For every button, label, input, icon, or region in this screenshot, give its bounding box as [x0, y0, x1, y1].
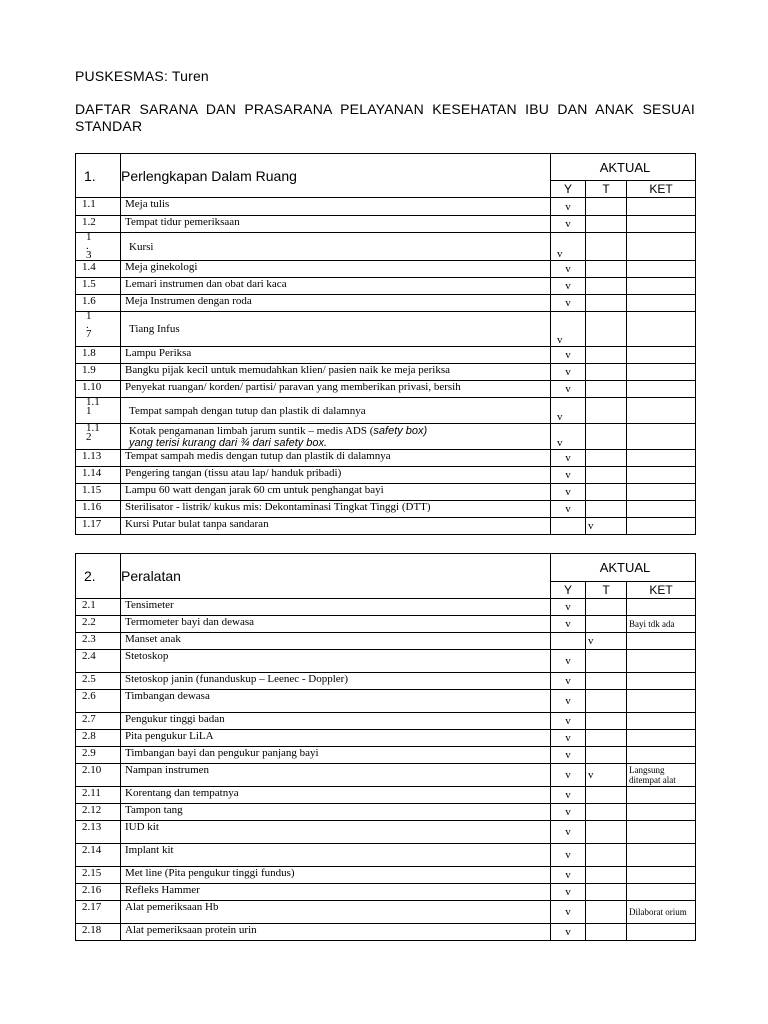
item-number: 1.10	[76, 381, 121, 398]
table-row	[76, 633, 696, 650]
item-name-line2: yang terisi kurang dari ¾ dari safety box.	[129, 436, 328, 449]
item-name: Tempat tidur pemeriksaan	[121, 216, 551, 233]
item-number: 2.12	[76, 804, 121, 821]
keterangan	[627, 278, 696, 295]
item-name-text: Kotak pengamanan limbah jarum suntik – medis ADS (	[129, 424, 374, 437]
check-y: v	[551, 347, 586, 364]
check-y: v	[551, 450, 586, 467]
check-y: v	[551, 381, 586, 398]
check-t	[586, 450, 627, 467]
table-row	[76, 381, 696, 398]
check-t	[586, 690, 627, 713]
section-header-row	[76, 154, 696, 181]
column-header-ket: KET	[627, 582, 696, 599]
item-number: 1.5	[76, 278, 121, 295]
keterangan	[627, 398, 696, 424]
check-y	[551, 633, 586, 650]
check-t	[586, 821, 627, 844]
table-row	[76, 261, 696, 278]
column-header-t: T	[586, 582, 627, 599]
keterangan	[627, 747, 696, 764]
column-header-y: Y	[551, 582, 586, 599]
check-t	[586, 713, 627, 730]
check-t	[586, 844, 627, 867]
item-name: Meja tulis	[121, 198, 551, 216]
item-number: 2.14	[76, 844, 121, 867]
check-y: v	[551, 216, 586, 233]
keterangan	[627, 295, 696, 312]
table-row	[76, 616, 696, 633]
item-name: Kursi	[121, 233, 551, 261]
column-header-y: Y	[551, 181, 586, 198]
check-y: v	[551, 764, 586, 787]
check-t	[586, 747, 627, 764]
check-t	[586, 467, 627, 484]
item-number: 2.10	[76, 764, 121, 787]
table-row	[76, 673, 696, 690]
table-row	[76, 650, 696, 673]
item-name: Manset anak	[121, 633, 551, 650]
item-name: Timbangan dewasa	[121, 690, 551, 713]
check-y: v	[551, 599, 586, 616]
item-number: 2.5	[76, 673, 121, 690]
document-title: DAFTAR SARANA DAN PRASARANA PELAYANAN KESEHATAN IBU DAN ANAK SESUAI STANDAR	[75, 101, 695, 134]
item-number: 2.16	[76, 884, 121, 901]
item-number: 2.8	[76, 730, 121, 747]
table-row	[76, 844, 696, 867]
item-name: Tampon tang	[121, 804, 551, 821]
check-y: v	[551, 713, 586, 730]
item-name: Alat pemeriksaan Hb	[121, 901, 551, 924]
check-t	[586, 884, 627, 901]
check-t	[586, 278, 627, 295]
table-row	[76, 599, 696, 616]
check-y: v	[551, 398, 586, 424]
keterangan	[627, 518, 696, 535]
check-t	[586, 424, 627, 450]
table-row	[76, 216, 696, 233]
keterangan	[627, 364, 696, 381]
item-number: 1.16	[76, 501, 121, 518]
item-number: 1.4	[76, 261, 121, 278]
table-row	[76, 747, 696, 764]
item-number: 1.1	[76, 198, 121, 216]
item-name: Bangku pijak kecil untuk memudahkan klien/ pasien naik ke meja periksa	[121, 364, 551, 381]
keterangan	[627, 501, 696, 518]
check-y: v	[551, 787, 586, 804]
keterangan: Bayi tdk ada	[627, 616, 696, 633]
check-t	[586, 216, 627, 233]
item-number: 1.13	[76, 450, 121, 467]
check-y: v	[551, 924, 586, 941]
item-name: Stetoskop janin (funanduskup – Leenec - Doppler)	[121, 673, 551, 690]
check-y: v	[551, 364, 586, 381]
column-header-ket: KET	[627, 181, 696, 198]
table-row	[76, 278, 696, 295]
check-t	[586, 730, 627, 747]
table-row	[76, 198, 696, 216]
check-y: v	[551, 261, 586, 278]
item-number: 2.3	[76, 633, 121, 650]
keterangan	[627, 347, 696, 364]
check-t: v	[586, 518, 627, 535]
check-t	[586, 381, 627, 398]
check-t	[586, 261, 627, 278]
check-y: v	[551, 730, 586, 747]
check-t	[586, 804, 627, 821]
check-y: v	[551, 690, 586, 713]
keterangan	[627, 844, 696, 867]
check-t	[586, 673, 627, 690]
item-name: Sterilisator - listrik/ kukus mis: Dekontaminasi Tingkat Tinggi (DTT)	[121, 501, 551, 518]
check-t: v	[586, 633, 627, 650]
table-row	[76, 312, 696, 347]
check-y: v	[551, 233, 586, 261]
table-row	[76, 424, 696, 450]
table-row	[76, 467, 696, 484]
section-header-row	[76, 554, 696, 582]
check-t	[586, 484, 627, 501]
check-t	[586, 347, 627, 364]
table-peralatan	[75, 553, 696, 941]
keterangan	[627, 633, 696, 650]
table-perlengkapan	[75, 153, 696, 535]
item-number: 2.18	[76, 924, 121, 941]
keterangan	[627, 216, 696, 233]
keterangan	[627, 381, 696, 398]
table-row	[76, 787, 696, 804]
check-t	[586, 312, 627, 347]
item-number: 1.8	[76, 347, 121, 364]
table-row	[76, 347, 696, 364]
item-name: Meja ginekologi	[121, 261, 551, 278]
item-number: 2.7	[76, 713, 121, 730]
check-y: v	[551, 867, 586, 884]
item-number: 1.9	[76, 364, 121, 381]
item-name: Lampu Periksa	[121, 347, 551, 364]
table-row	[76, 484, 696, 501]
item-name: Refleks Hammer	[121, 884, 551, 901]
item-name: Lemari instrumen dan obat dari kaca	[121, 278, 551, 295]
check-y: v	[551, 901, 586, 924]
check-y: v	[551, 884, 586, 901]
item-name: Lampu 60 watt dengan jarak 60 cm untuk penghangat bayi	[121, 484, 551, 501]
keterangan	[627, 730, 696, 747]
item-name: Implant kit	[121, 844, 551, 867]
table-row	[76, 233, 696, 261]
check-t	[586, 901, 627, 924]
item-number: 1.14	[76, 467, 121, 484]
item-number: 2.9	[76, 747, 121, 764]
table-row	[76, 518, 696, 535]
check-y: v	[551, 616, 586, 633]
check-t	[586, 616, 627, 633]
item-name: Penyekat ruangan/ korden/ partisi/ paravan yang memberikan privasi, bersih	[121, 381, 551, 398]
keterangan	[627, 198, 696, 216]
check-y: v	[551, 804, 586, 821]
keterangan	[627, 424, 696, 450]
item-number: 1.17	[76, 518, 121, 535]
item-number: 2.4	[76, 650, 121, 673]
check-y: v	[551, 295, 586, 312]
item-name: Pengukur tinggi badan	[121, 713, 551, 730]
item-name: Pengering tangan (tissu atau lap/ handuk pribadi)	[121, 467, 551, 484]
item-number: 1 . 7	[76, 312, 121, 347]
item-number: 1.1 1	[76, 398, 121, 424]
item-number: 2.11	[76, 787, 121, 804]
keterangan	[627, 233, 696, 261]
item-number: 2.1	[76, 599, 121, 616]
item-number: 1 . 3	[76, 233, 121, 261]
item-name: Tensimeter	[121, 599, 551, 616]
check-y: v	[551, 844, 586, 867]
table-row	[76, 713, 696, 730]
item-number: 2.6	[76, 690, 121, 713]
section-title: Peralatan	[121, 554, 551, 599]
item-number: 2.15	[76, 867, 121, 884]
table-row	[76, 821, 696, 844]
check-t	[586, 867, 627, 884]
check-y: v	[551, 484, 586, 501]
check-y: v	[551, 673, 586, 690]
check-t	[586, 198, 627, 216]
item-number: 1.6	[76, 295, 121, 312]
table-row	[76, 764, 696, 787]
check-t	[586, 924, 627, 941]
table-row	[76, 804, 696, 821]
keterangan	[627, 312, 696, 347]
item-name: IUD kit	[121, 821, 551, 844]
check-y: v	[551, 821, 586, 844]
check-t	[586, 233, 627, 261]
item-name: Alat pemeriksaan protein urin	[121, 924, 551, 941]
table-row	[76, 924, 696, 941]
item-number: 1.2	[76, 216, 121, 233]
keterangan	[627, 599, 696, 616]
section-number: 1.	[76, 154, 121, 198]
check-t: v	[586, 764, 627, 787]
item-name: Tempat sampah medis dengan tutup dan plastik di dalamnya	[121, 450, 551, 467]
item-name: Tiang Infus	[121, 312, 551, 347]
section-title: Perlengkapan Dalam Ruang	[121, 154, 551, 198]
keterangan	[627, 804, 696, 821]
keterangan	[627, 787, 696, 804]
check-y: v	[551, 501, 586, 518]
table-row	[76, 295, 696, 312]
table-row	[76, 867, 696, 884]
keterangan	[627, 690, 696, 713]
item-number: 2.13	[76, 821, 121, 844]
check-t	[586, 501, 627, 518]
check-t	[586, 295, 627, 312]
aktual-header: AKTUAL	[551, 554, 696, 582]
item-name: Kursi Putar bulat tanpa sandaran	[121, 518, 551, 535]
check-y	[551, 518, 586, 535]
keterangan: Langsung ditempat alat	[627, 764, 696, 787]
item-name: Met line (Pita pengukur tinggi fundus)	[121, 867, 551, 884]
table-row	[76, 901, 696, 924]
keterangan	[627, 450, 696, 467]
item-name: Pita pengukur LiLA	[121, 730, 551, 747]
item-name-italic: safety box)	[373, 424, 428, 437]
check-y: v	[551, 312, 586, 347]
item-name: Nampan instrumen	[121, 764, 551, 787]
puskesmas-heading: PUSKESMAS: Turen	[75, 68, 209, 84]
check-t	[586, 787, 627, 804]
check-y: v	[551, 467, 586, 484]
item-name	[121, 424, 551, 450]
keterangan	[627, 713, 696, 730]
item-name: Tempat sampah dengan tutup dan plastik di dalamnya	[121, 398, 551, 424]
item-number: 2.2	[76, 616, 121, 633]
item-name: Stetoskop	[121, 650, 551, 673]
keterangan	[627, 673, 696, 690]
check-y: v	[551, 278, 586, 295]
item-number: 1.15	[76, 484, 121, 501]
keterangan	[627, 261, 696, 278]
keterangan: Dilaborat orium	[627, 901, 696, 924]
column-header-t: T	[586, 181, 627, 198]
check-y: v	[551, 198, 586, 216]
item-name: Timbangan bayi dan pengukur panjang bayi	[121, 747, 551, 764]
table-row	[76, 450, 696, 467]
item-number: 2.17	[76, 901, 121, 924]
table-row	[76, 730, 696, 747]
item-name: Meja Instrumen dengan roda	[121, 295, 551, 312]
keterangan	[627, 467, 696, 484]
item-name: Korentang dan tempatnya	[121, 787, 551, 804]
check-t	[586, 398, 627, 424]
item-number: 1.1 2	[76, 424, 121, 450]
table-row	[76, 364, 696, 381]
table-row	[76, 690, 696, 713]
table-row	[76, 398, 696, 424]
keterangan	[627, 867, 696, 884]
aktual-header: AKTUAL	[551, 154, 696, 181]
check-y: v	[551, 650, 586, 673]
table-row	[76, 884, 696, 901]
keterangan	[627, 884, 696, 901]
check-t	[586, 650, 627, 673]
keterangan	[627, 484, 696, 501]
section-number: 2.	[76, 554, 121, 599]
keterangan	[627, 924, 696, 941]
check-y: v	[551, 747, 586, 764]
keterangan	[627, 650, 696, 673]
table-row	[76, 501, 696, 518]
check-y: v	[551, 424, 586, 450]
check-t	[586, 599, 627, 616]
item-name: Termometer bayi dan dewasa	[121, 616, 551, 633]
check-t	[586, 364, 627, 381]
keterangan	[627, 821, 696, 844]
